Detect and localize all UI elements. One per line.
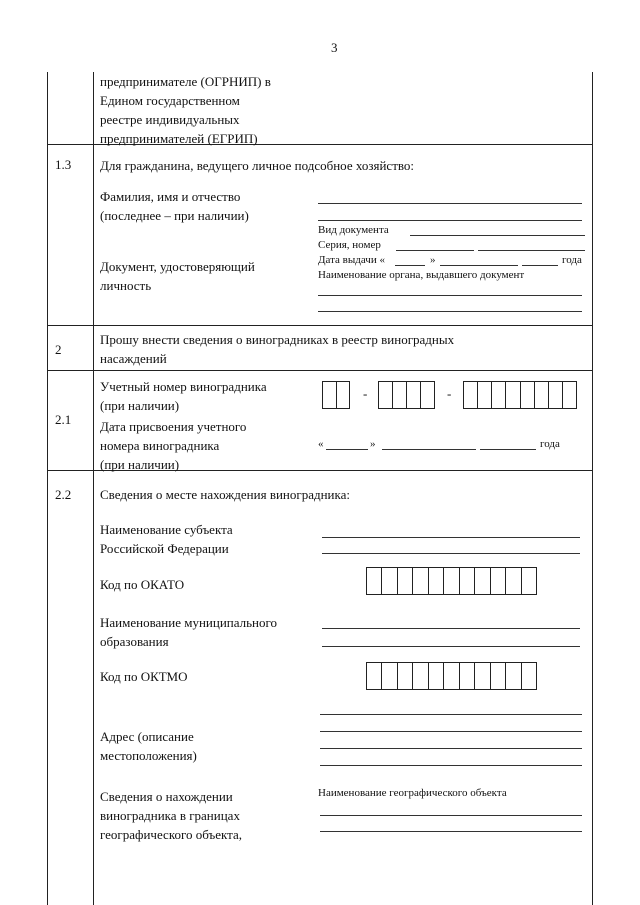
row-divider <box>47 325 593 326</box>
fio-label: Фамилия, имя и отчество (последнее – при наличии) <box>100 189 249 223</box>
address-line[interactable] <box>320 731 582 732</box>
issue-month-line[interactable] <box>440 265 518 266</box>
issuer-line[interactable] <box>318 311 582 312</box>
oktmo-code-boxes[interactable] <box>366 662 537 690</box>
subject-line[interactable] <box>322 537 580 538</box>
municipal-label: Наименование муниципального образования <box>100 615 278 649</box>
dash: - <box>447 386 452 401</box>
address-line[interactable] <box>320 765 582 766</box>
table-column-divider <box>93 72 94 905</box>
fio-line[interactable] <box>318 203 582 204</box>
account-number-label: Учетный номер виноградника (при наличии) <box>100 379 267 413</box>
table-right-border <box>592 72 593 905</box>
address-line[interactable] <box>320 714 582 715</box>
year-word: года <box>562 254 582 266</box>
section-number: 1.3 <box>55 157 72 172</box>
assignment-day-line[interactable] <box>326 449 368 450</box>
assignment-date-label: Дата присвоения учетного номера виноградника (при наличии) <box>100 419 247 472</box>
series-line[interactable] <box>396 250 474 251</box>
fio-line[interactable] <box>318 220 582 221</box>
geo-name-line[interactable] <box>320 831 582 832</box>
assignment-month-line[interactable] <box>382 449 476 450</box>
doc-type-label: Вид документа <box>318 224 389 236</box>
oktmo-label: Код по ОКТМО <box>100 669 188 684</box>
issue-date-label: Дата выдачи « <box>318 254 385 266</box>
municipal-line[interactable] <box>322 628 580 629</box>
address-line[interactable] <box>320 748 582 749</box>
section-title: Сведения о месте нахождения виноградника: <box>100 487 351 502</box>
issue-year-line[interactable] <box>522 265 558 266</box>
section-title: Прошу внести сведения о виноградниках в реестр виноградных насаждений <box>100 332 455 366</box>
account-number-part2-boxes[interactable] <box>378 381 435 409</box>
year-word: года <box>540 438 560 450</box>
account-number-part1-boxes[interactable] <box>322 381 350 409</box>
series-label: Серия, номер <box>318 239 381 251</box>
section-number: 2.2 <box>55 487 72 502</box>
issue-day-line[interactable] <box>395 265 425 266</box>
municipal-line[interactable] <box>322 646 580 647</box>
page-number: 3 <box>331 40 338 55</box>
table-left-border <box>47 72 48 905</box>
account-number-part3-boxes[interactable] <box>463 381 577 409</box>
date-open-quote: « <box>318 438 324 450</box>
issue-date-close: » <box>430 254 436 266</box>
assignment-year-line[interactable] <box>480 449 536 450</box>
ogrnip-label: предпринимателе (ОГРНИП) в Едином государственном реестре индивидуальных предпринимателей (ЕГРИП) <box>100 74 271 146</box>
geo-label: Сведения о нахождении виноградника в границах географического объекта, <box>100 789 243 842</box>
section-number: 2.1 <box>55 412 72 427</box>
geo-name-line[interactable] <box>320 815 582 816</box>
issuer-line[interactable] <box>318 295 582 296</box>
section-title: Для гражданина, ведущего личное подсобное хозяйство: <box>100 158 415 173</box>
subject-label: Наименование субъекта Российской Федерации <box>100 522 233 556</box>
geo-name-label: Наименование географического объекта <box>318 787 507 799</box>
number-line[interactable] <box>478 250 585 251</box>
dash: - <box>363 386 368 401</box>
address-label: Адрес (описание местоположения) <box>100 729 197 763</box>
doc-label: Документ, удостоверяющий личность <box>100 259 255 293</box>
okato-code-boxes[interactable] <box>366 567 537 595</box>
okato-label: Код по ОКАТО <box>100 577 185 592</box>
section-number: 2 <box>55 342 62 357</box>
issuer-label: Наименование органа, выдавшего документ <box>318 269 525 281</box>
subject-line[interactable] <box>322 553 580 554</box>
date-close-quote: » <box>370 438 376 450</box>
row-divider <box>47 370 593 371</box>
doc-type-line[interactable] <box>410 235 585 236</box>
